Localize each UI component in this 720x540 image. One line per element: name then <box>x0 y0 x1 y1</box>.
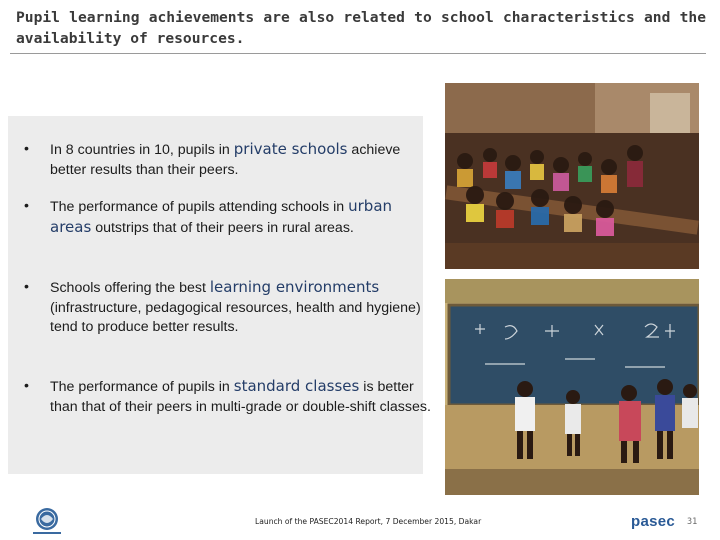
bullet-text: The performance of pupils attending schools in <box>50 199 349 215</box>
bullet-symbol: • <box>24 279 29 295</box>
bullet-text: achieve better results than their peers. <box>50 142 401 178</box>
title-divider <box>10 53 706 54</box>
bullet-text: (infrastructure, pedagogical resources, health and hygiene) tend to produce better results. <box>50 299 421 335</box>
bullet-text: outstrips that of their peers in rural areas. <box>91 219 354 236</box>
bullet-highlight: learning environments <box>209 278 380 296</box>
bullet-symbol: • <box>24 378 29 394</box>
classroom-photo <box>445 83 699 269</box>
confemen-logo <box>27 506 67 536</box>
bullet-highlight: urban areas <box>50 197 393 236</box>
bullet-highlight: standard classes <box>233 377 360 395</box>
bullet-text: The performance of pupils in <box>50 379 234 395</box>
pasec-logo-text: pasec <box>631 513 676 530</box>
bullet-text: In 8 countries in 10, pupils in <box>50 142 234 158</box>
chalkboard-photo <box>445 279 699 495</box>
bullet-highlight: private schools <box>233 140 348 158</box>
bullet-panel <box>8 116 431 474</box>
footer-caption: Launch of the PASEC2014 Report, 7 December 2015, Dakar <box>255 517 482 526</box>
bullet-symbol: • <box>24 198 29 214</box>
bullet-text: is better than that of their peers in multi-grade or double-shift classes. <box>50 379 431 415</box>
bullet-symbol: • <box>24 141 29 157</box>
slide-title: Pupil learning achievements are also related to school characteristics and the availability of resources. <box>16 9 706 47</box>
bullet-text: Schools offering the best <box>50 280 210 296</box>
page-number: 31 <box>687 517 698 527</box>
